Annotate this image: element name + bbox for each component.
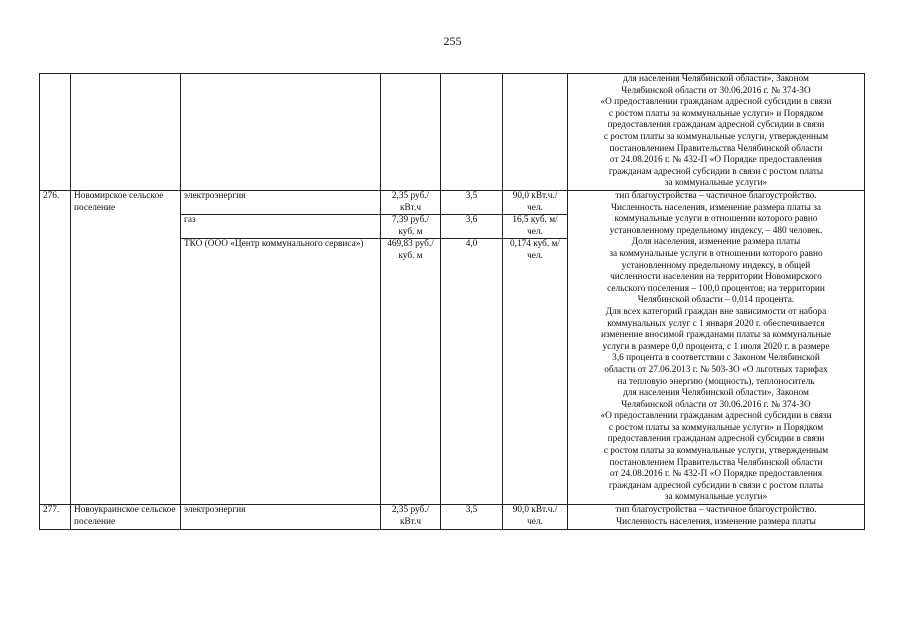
cell-settlement: Новомирское сельское поселение: [71, 191, 181, 505]
cell-percent: 3,5: [441, 191, 503, 215]
page-number: 255: [443, 34, 462, 48]
cell-basis: тип благоустройства – частичное благоустройство. Численность населения, изменение размера платы: [568, 505, 865, 529]
cell-tariff: 2,35 руб./кВт.ч: [381, 505, 441, 529]
cell-tariff: 2,35 руб./кВт.ч: [381, 191, 441, 215]
cell-service: [181, 74, 381, 191]
cell-tariff: [381, 74, 441, 191]
cell-norm: 90,0 кВт.ч./чел.: [503, 191, 568, 215]
cell-service: газ: [181, 215, 381, 239]
cell-norm: 90,0 кВт.ч./чел.: [503, 505, 568, 529]
cell-norm: [503, 74, 568, 191]
cell-percent: 3,6: [441, 215, 503, 239]
cell-tariff: 469,83 руб./куб. м: [381, 239, 441, 505]
cell-norm: 16,5 куб. м/чел.: [503, 215, 568, 239]
table-row-277: [40, 505, 865, 529]
cell-norm: 0,174 куб. м/чел.: [503, 239, 568, 505]
cell-basis: тип благоустройства – частичное благоустройство. Численность населения, изменение размера платы за коммунальные услуги в отношении которого равно установленному предельному индексу, – 480 человек. Доля населения, изменение размера платы за коммунальные услуги в отношении которого равно установленному предельному индексу, в общей численности населения на территории Новомирского сельского поселения – 100,0 процентов; на территории Челябинской области – 0,014 процента. Для всех категорий граждан вне зависимости от набора коммунальных услуг с 1 января 2020 г. обеспечивается изменение вносимой гражданами платы за коммунальные услуги в размере 0,0 процента, с 1 июля 2020 г. в размере 3,6 процента в соответствии с Законом Челябинской области от 27.06.2013 г. № 503-ЗО «О льготных тарифах на тепловую энергию (мощность), теплоноситель для населения Челябинской области», Законом Челябинской области от 30.06.2016 г. № 374-ЗО «О предоставлении гражданам адресной субсидии в связи с ростом платы за коммунальные услуги» и Порядком предоставления гражданам адресной субсидии в связи с ростом платы за коммунальные услуги, утвержденным постановлением Правительства Челябинской области от 24.08.2016 г. № 432-П «О Порядке предоставления гражданам адресной субсидии в связи с ростом платы за коммунальные услуги»: [568, 191, 865, 505]
cell-settlement: [71, 74, 181, 191]
cell-num: 277.: [40, 505, 71, 529]
table-row-continuation: [40, 74, 865, 191]
cell-service: ТКО (ООО «Центр коммунального сервиса»): [181, 239, 381, 505]
cell-num: 276.: [40, 191, 71, 505]
cell-service: электроэнергия: [181, 191, 381, 215]
cell-percent: [441, 74, 503, 191]
table-row-276: [40, 191, 865, 215]
cell-basis: для населения Челябинской области», Законом Челябинской области от 30.06.2016 г. № 374-ЗО «О предоставлении гражданам адресной субсидии в связи с ростом платы за коммунальные услуги» и Порядком предоставления гражданам адресной субсидии в связи с ростом платы за коммунальные услуги, утвержденным постановлением Правительства Челябинской области от 24.08.2016 г. № 432-П «О Порядке предоставления гражданам адресной субсидии в связи с ростом платы за коммунальные услуги»: [568, 74, 865, 191]
cell-percent: 4,0: [441, 239, 503, 505]
cell-percent: 3,5: [441, 505, 503, 529]
cell-service: электроэнергия: [181, 505, 381, 529]
cell-settlement: Новоукраинское сельское поселение: [71, 505, 181, 529]
tariff-table: [39, 73, 865, 530]
cell-num: [40, 74, 71, 191]
cell-tariff: 7,39 руб./куб. м: [381, 215, 441, 239]
